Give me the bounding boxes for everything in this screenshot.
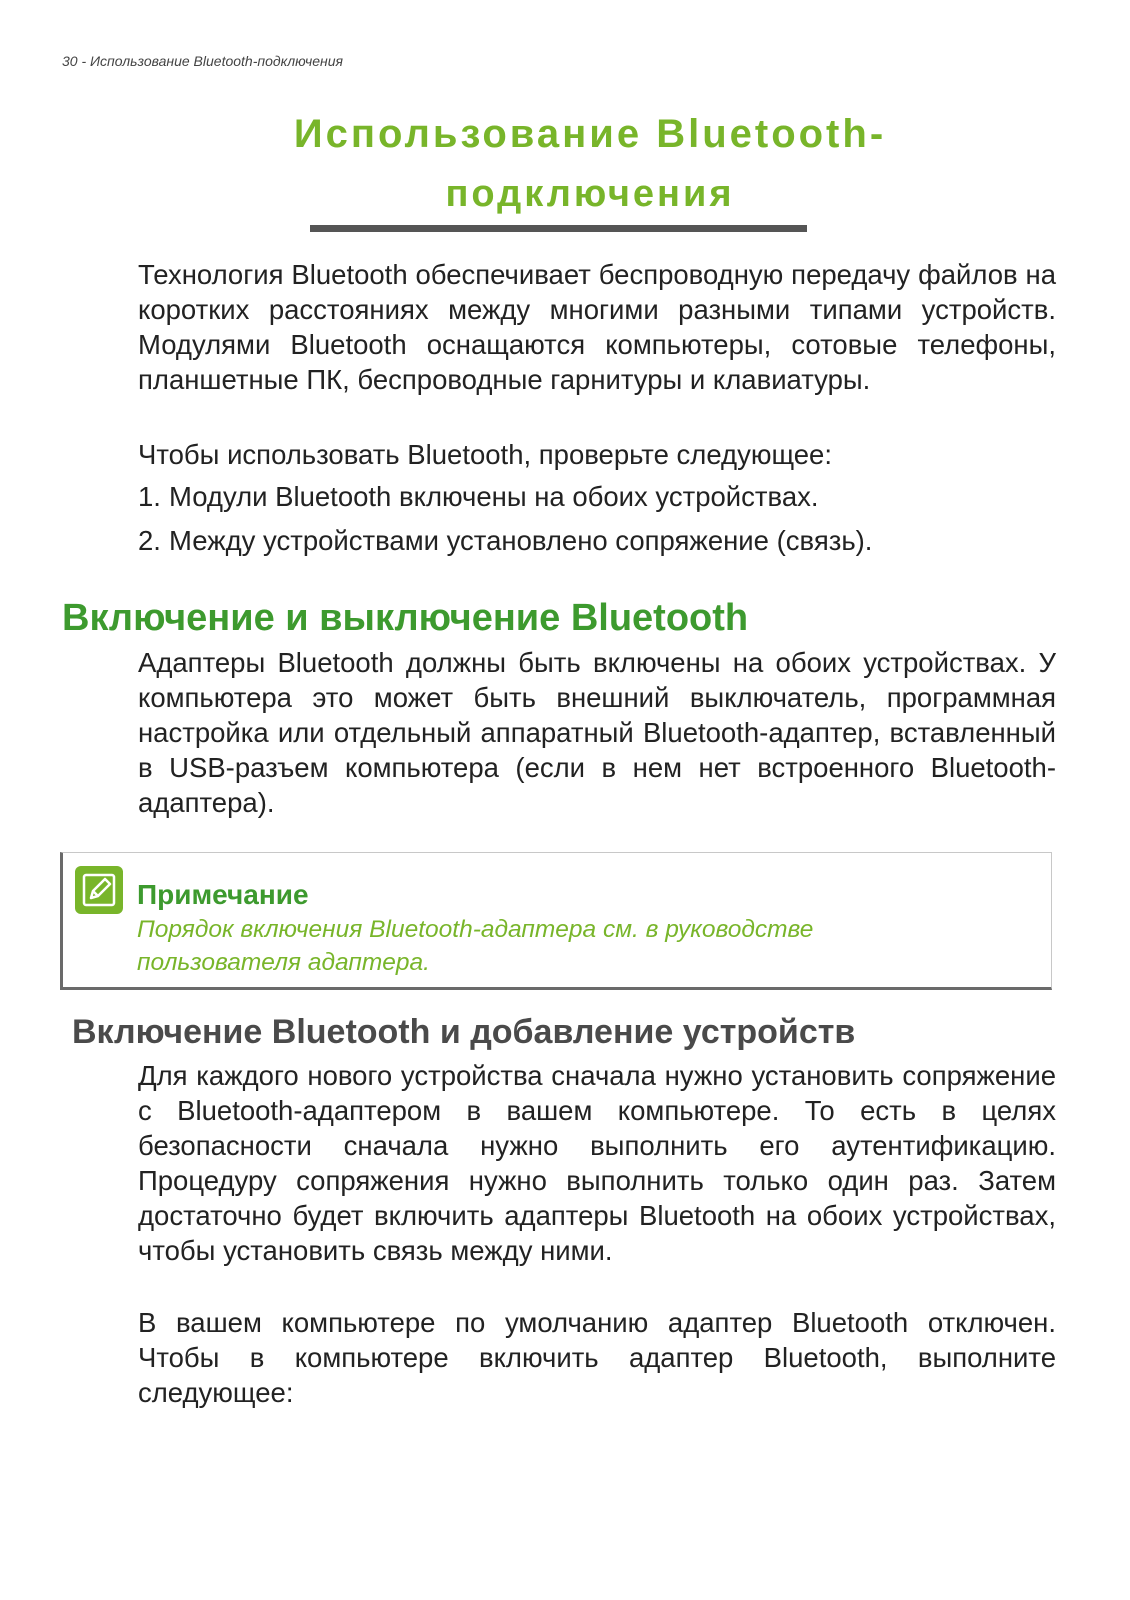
list-item-number: 1. bbox=[138, 481, 161, 512]
title-divider bbox=[310, 225, 807, 232]
section-heading-toggle-bluetooth: Включение и выключение Bluetooth bbox=[62, 597, 749, 639]
list-item-number: 2. bbox=[138, 525, 161, 556]
list-item-text: Модули Bluetooth включены на обоих устройствах. bbox=[169, 481, 819, 512]
intro-paragraph: Технология Bluetooth обеспечивает беспроводную передачу файлов на коротких расстояниях между многими разными типами устройств. Модулями Bluetooth оснащаются компьютеры, сотовые телефоны, планшетные ПК, беспроводные гарнитуры и клавиатуры. bbox=[138, 259, 1056, 395]
note-title: Примечание bbox=[137, 879, 309, 910]
chapter-title-line2: подключения bbox=[445, 173, 735, 215]
note-box bbox=[60, 852, 1052, 990]
intro-check-paragraph: Чтобы использовать Bluetooth, проверьте следующее: bbox=[138, 439, 832, 470]
requirements-list bbox=[138, 479, 1056, 567]
default-off-paragraph: В вашем компьютере по умолчанию адаптер Bluetooth отключен. Чтобы в компьютере включить адаптер Bluetooth, выполните следующее: bbox=[138, 1307, 1056, 1408]
adapters-paragraph: Адаптеры Bluetooth должны быть включены на обоих устройствах. У компьютера это может быть внешний выключатель, программная настройка или отдельный аппаратный Bluetooth-адаптер, вставленный в USB-разъем компьютера (если в нем нет встроенного Bluetooth-адаптера). bbox=[138, 647, 1056, 818]
running-header: 30 - Использование Bluetooth-подключения bbox=[62, 53, 344, 69]
chapter-title-line1: Использование Bluetooth- bbox=[293, 112, 887, 156]
list-item bbox=[138, 523, 1056, 558]
pairing-paragraph: Для каждого нового устройства сначала нужно установить сопряжение с Bluetooth-адаптером в вашем компьютере. То есть в целях безопасности сначала нужно выполнить его аутентификацию. Процедуру сопряжения нужно выполнить только один раз. Затем достаточно будет включить адаптеры Bluetooth на обоих устройствах, чтобы установить связь между ними. bbox=[138, 1060, 1056, 1266]
chapter-title bbox=[100, 104, 1080, 224]
note-pencil-icon bbox=[75, 866, 123, 914]
section-heading-pairing: Включение Bluetooth и добавление устройств bbox=[72, 1013, 856, 1051]
note-text: Порядок включения Bluetooth-адаптера см. в руководстве пользователя адаптера. bbox=[137, 916, 814, 976]
list-item-text: Между устройствами установлено сопряжение (связь). bbox=[169, 525, 873, 556]
list-item bbox=[138, 479, 1056, 514]
